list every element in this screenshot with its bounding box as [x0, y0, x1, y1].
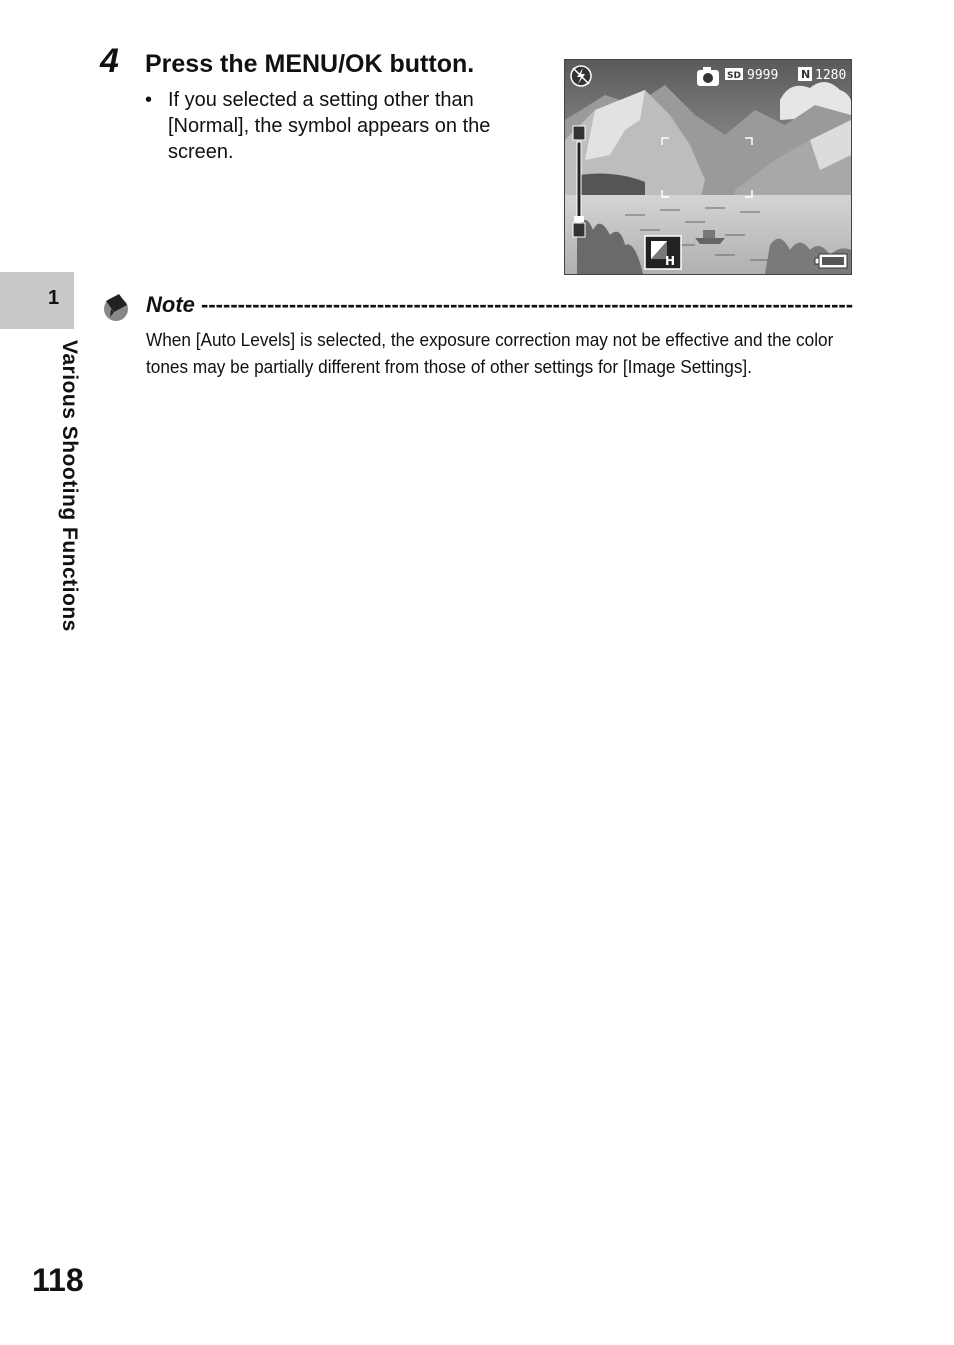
bullet-mark: • [145, 89, 153, 111]
chapter-label: Various Shooting Functions [58, 340, 81, 632]
image-setting-label: H [665, 254, 676, 268]
bullet-text: If you selected a setting other than [Normal], the symbol appears on the screen. [168, 89, 491, 163]
step-number: 4 [100, 42, 119, 80]
note-title: Note [146, 292, 195, 317]
remaining-shots: 9999 [747, 68, 779, 83]
image-size: 1280 [815, 68, 847, 83]
quality-label: N [801, 68, 811, 81]
chapter-tab [0, 272, 74, 329]
flash-off-icon [571, 66, 591, 86]
note-pencil-icon [101, 291, 131, 328]
note-heading [146, 292, 856, 318]
page-number: 118 [32, 1262, 84, 1298]
image-settings-icon [645, 236, 681, 269]
battery-icon [815, 254, 847, 268]
camera-screen-illustration [564, 59, 852, 275]
step-title: Press the MENU/OK button. [145, 50, 475, 78]
chapter-number: 1 [48, 287, 60, 309]
note-body: When [Auto Levels] is selected, the exposure correction may not be effective and the color tones may be partially different from those of other settings for [Image Settings]. [146, 329, 834, 377]
sd-label: SD [727, 71, 741, 81]
note-rule: ----------------------------------------------------------------------------------------- [201, 292, 854, 317]
